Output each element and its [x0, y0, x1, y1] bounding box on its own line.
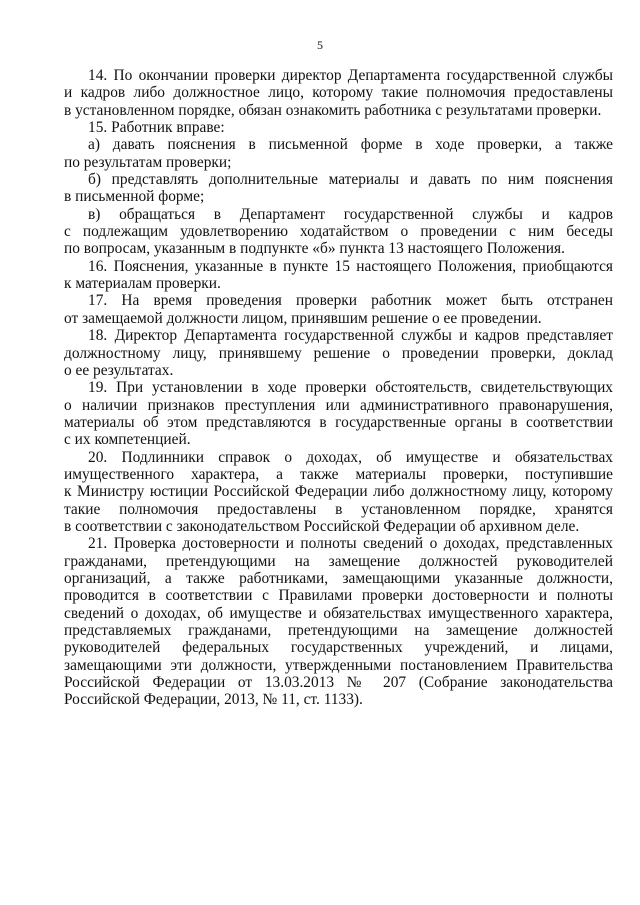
text-line: по результатам проверки; — [64, 153, 232, 171]
text-line: к Министру юстиции Российской Федерации либо должностному лицу, которому — [64, 483, 613, 501]
text-line: 17. На время проведения проверки работник может быть отстранен — [88, 292, 613, 310]
text-line: руководителей федеральных государственных учреждений, и лицами, — [64, 639, 613, 657]
text-line: 14. По окончании проверки директор Департамента государственной службы — [88, 67, 613, 84]
text-line: 20. Подлинники справок о доходах, об имуществе и обязательствах — [88, 448, 613, 466]
text-line: 15. Работник вправе: — [88, 119, 225, 137]
text-line: 19. При установлении в ходе проверки обстоятельств, свидетельствующих — [88, 379, 613, 397]
text-line: материалы об этом представляются в государственные органы в соответствии — [64, 413, 613, 431]
text-line: сведений о доходах, об имуществе и обязательствах имущественного характера, — [64, 604, 613, 622]
paragraph — [64, 119, 613, 136]
paragraph — [64, 171, 613, 206]
text-line: в соответствии с законодательством Российской Федерации об архивном деле. — [64, 517, 580, 535]
text-line: имущественного характера, а также материалы проверки, поступившие — [64, 465, 613, 483]
text-line: и кадров либо должностное лицо, которому такие полномочия предоставлены — [64, 84, 613, 102]
page-number: 5 — [317, 38, 323, 52]
text-line: проводится в соответствии с Правилами проверки достоверности и полноты — [64, 587, 613, 605]
paragraph — [64, 327, 613, 379]
paragraph — [64, 292, 613, 327]
text-line: о наличии признаков преступления или административного правонарушения, — [64, 396, 613, 414]
paragraph — [64, 379, 613, 448]
text-line: 21. Проверка достоверности и полноты сведений о доходах, представленных — [88, 535, 613, 553]
text-line: с их компетенцией. — [64, 431, 191, 449]
text-line: гражданами, претендующими на замещение должностей руководителей — [64, 552, 613, 570]
paragraph — [64, 206, 613, 258]
text-line: с подлежащим удовлетворению ходатайством о проведении с ним беседы — [64, 223, 613, 241]
text-line: по вопросам, указанным в подпункте «б» пункта 13 настоящего Положения. — [64, 240, 565, 258]
paragraph — [64, 67, 613, 119]
text-line: 16. Пояснения, указанные в пункте 15 настоящего Положения, приобщаются — [88, 257, 613, 275]
paragraph — [64, 258, 613, 293]
text-line: Российской Федерации от 13.03.2013 № 207 (Собрание законодательства — [64, 674, 613, 692]
paragraph — [64, 136, 613, 171]
text-line: такие полномочия предоставлены в установленном порядке, хранятся — [64, 500, 613, 518]
text-line: Российской Федерации, 2013, № 11, ст. 1133). — [64, 691, 363, 709]
document-body — [64, 67, 613, 709]
text-line: к материалам проверки. — [64, 275, 221, 293]
text-line: о ее результатах. — [64, 361, 174, 379]
text-line: должностному лицу, принявшему решение о проведении проверки, доклад — [64, 344, 613, 362]
text-line: в письменной форме; — [64, 188, 205, 206]
text-line: представляемых гражданами, претендующими на замещение должностей — [64, 622, 613, 639]
text-line: в) обращаться в Департамент государственной службы и кадров — [88, 205, 613, 223]
text-line: замещающими эти должности, утвержденными постановлением Правительства — [64, 656, 613, 674]
text-line: от замещаемой должности лицом, принявшим решение о ее проведении. — [64, 309, 542, 327]
text-line: организаций, а также работниками, замещающими указанные должности, — [64, 569, 613, 587]
paragraph — [64, 535, 613, 708]
text-line: б) представлять дополнительные материалы и давать по ним пояснения — [88, 171, 613, 189]
text-line: а) давать пояснения в письменной форме в ходе проверки, а также — [88, 136, 613, 154]
text-line: 18. Директор Департамента государственной службы и кадров представляет — [88, 327, 613, 345]
paragraph — [64, 449, 613, 536]
text-line: в установленном порядке, обязан ознакомить работника с результатами проверки. — [64, 101, 602, 119]
